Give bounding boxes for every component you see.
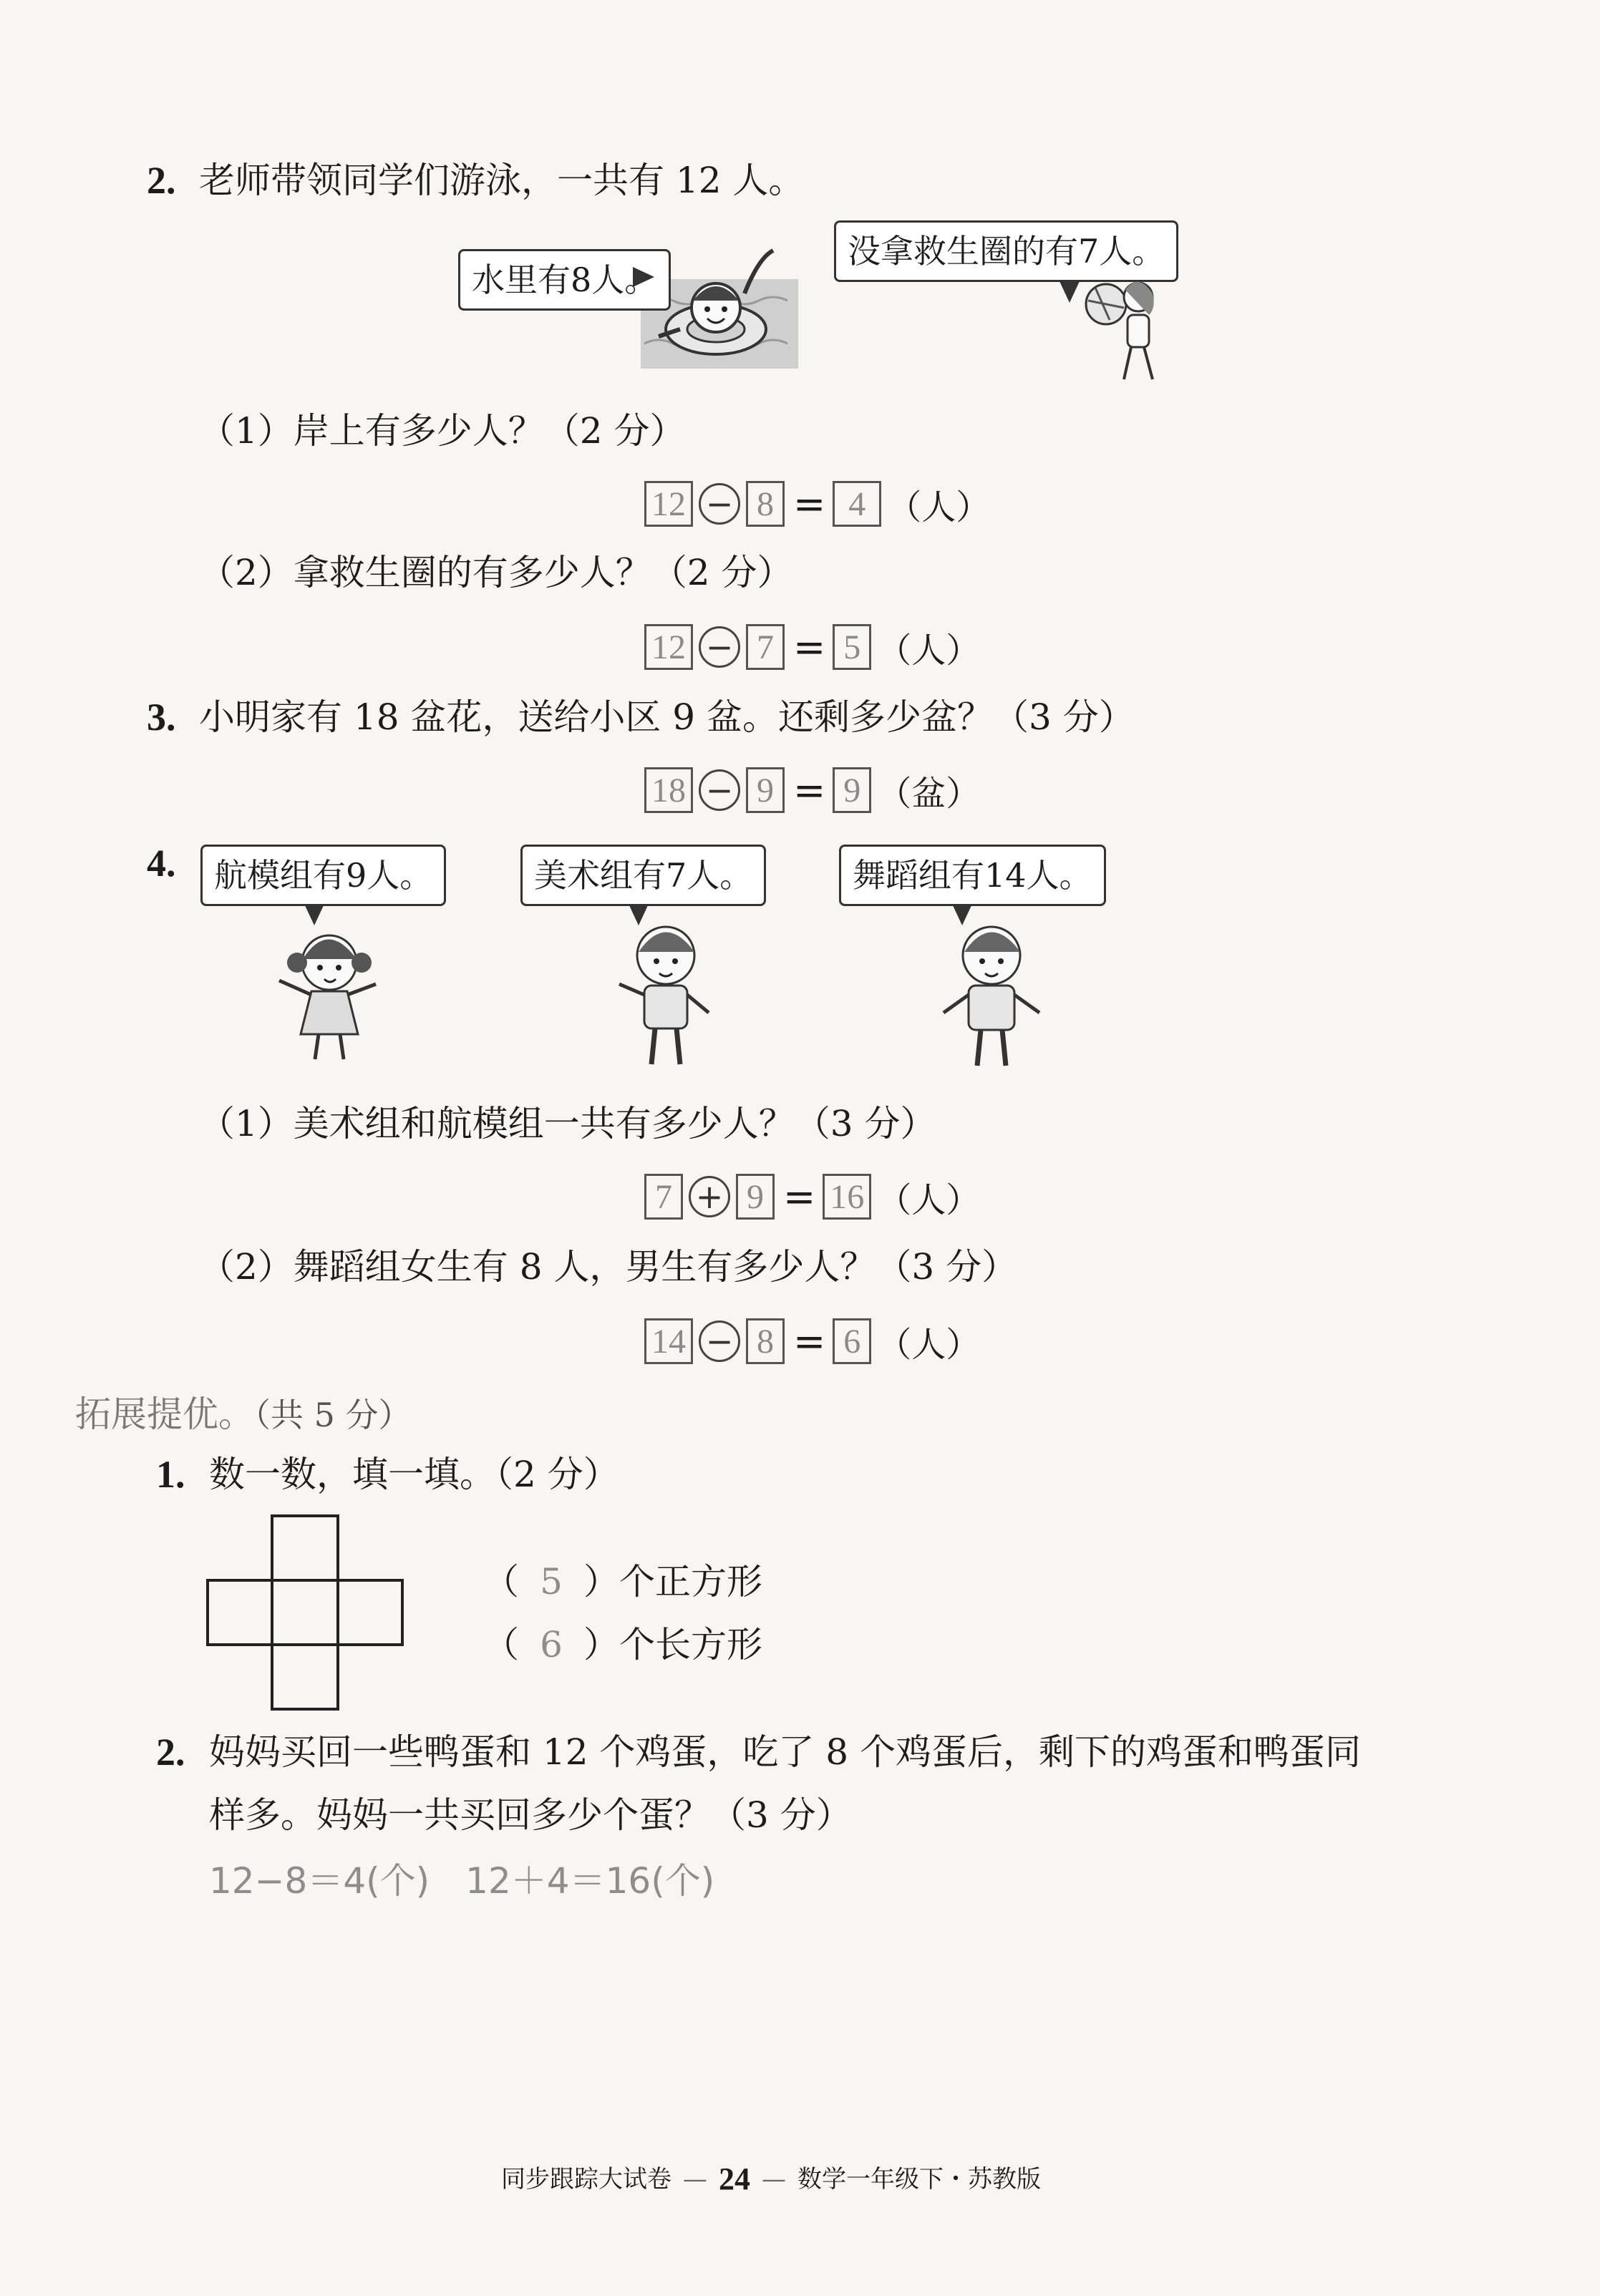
- equals-sign: =: [783, 1174, 816, 1220]
- answer-box: 7: [746, 624, 785, 670]
- answer-box: 16: [823, 1174, 871, 1220]
- sub-question-text: （1）美术组和航模组一共有多少人？（3 分）: [199, 1103, 936, 1144]
- cross-shape-figure: [206, 1514, 407, 1712]
- footer-dash: —: [762, 2165, 786, 2194]
- page-footer: [501, 2161, 1041, 2197]
- answer-box: 9: [746, 767, 785, 813]
- speech-bubble-dance-group: 舞蹈组有14人。: [839, 845, 1106, 906]
- operator-circle: +: [689, 1176, 730, 1217]
- boy-illustration: [612, 920, 719, 1070]
- speech-bubble-water: 水里有8人。: [458, 249, 671, 311]
- equals-sign: =: [793, 1318, 826, 1364]
- answer-box: 18: [644, 767, 693, 813]
- equation-row: [644, 1318, 980, 1364]
- unit-label: （人）: [877, 1179, 981, 1220]
- operator-circle: −: [699, 1320, 740, 1362]
- answer-box: 14: [644, 1318, 693, 1364]
- equals-sign: =: [793, 481, 826, 527]
- question-number: 4.: [147, 842, 176, 885]
- question-text-line: 妈妈买回一些鸭蛋和 12 个鸡蛋，吃了 8 个鸡蛋后，剩下的鸡蛋和鸭蛋同: [209, 1731, 1362, 1773]
- speech-bubble-no-ring: 没拿救生圈的有7人。: [834, 220, 1178, 282]
- equals-sign: =: [793, 624, 826, 670]
- fill-answer: 6: [540, 1624, 563, 1665]
- equation-row: [644, 481, 990, 527]
- fill-answer: 5: [540, 1561, 563, 1602]
- speech-bubble-model-group: 航模组有9人。: [200, 845, 446, 906]
- sub-question-text: （1）岸上有多少人？（2 分）: [199, 410, 686, 452]
- bubble-tail: [304, 904, 324, 925]
- question-number: 2.: [156, 1731, 185, 1774]
- answer-box: 8: [746, 481, 785, 527]
- boy-illustration: [934, 920, 1049, 1070]
- equals-sign: =: [793, 767, 826, 813]
- bracket: （: [483, 1624, 519, 1665]
- operator-circle: −: [699, 626, 740, 668]
- unit-label: （人）: [887, 487, 991, 527]
- operator-circle: −: [699, 483, 740, 525]
- question-text: 数一数，填一填。（2 分）: [209, 1454, 619, 1495]
- girl-with-ball-illustration: [1074, 272, 1167, 386]
- question-number: 3.: [147, 696, 176, 739]
- worked-answer: 12−8＝4(个) 12＋4＝16(个): [209, 1860, 715, 1902]
- unit-label: （人）: [877, 630, 981, 671]
- question-number: 2.: [147, 159, 176, 202]
- girl-illustration: [268, 923, 390, 1066]
- bubble-tail: [633, 267, 654, 287]
- question-text: 小明家有 18 盆花，送给小区 9 盆。还剩多少盆？（3 分）: [199, 696, 1135, 738]
- equation-row: [644, 767, 980, 813]
- footer-series: 同步跟踪大试卷: [501, 2165, 671, 2194]
- unit-label: （盆）: [877, 773, 981, 814]
- footer-subject: 数学一年级下・苏教版: [797, 2165, 1041, 2194]
- sub-question-text: （2）拿救生圈的有多少人？（2 分）: [199, 552, 793, 593]
- section-title: 拓展提优。: [75, 1393, 254, 1435]
- speech-bubble-art-group: 美术组有7人。: [520, 845, 766, 906]
- fill-in-row: [483, 1623, 762, 1666]
- answer-box: 9: [736, 1174, 775, 1220]
- answer-box: 7: [644, 1174, 683, 1220]
- answer-box: 12: [644, 624, 693, 670]
- question-number: 1.: [156, 1453, 185, 1496]
- question-text-line: 样多。妈妈一共买回多少个蛋？（3 分）: [209, 1794, 852, 1836]
- answer-box: 8: [746, 1318, 785, 1364]
- section-points: （共 5 分）: [254, 1396, 412, 1434]
- answer-box: 12: [644, 481, 693, 527]
- answer-box: 9: [833, 767, 871, 813]
- equation-row: [644, 1174, 980, 1220]
- fill-in-row: [483, 1560, 762, 1603]
- answer-box: 5: [833, 624, 871, 670]
- fill-label: ）个长方形: [583, 1624, 762, 1665]
- page-number: 24: [719, 2161, 750, 2197]
- section-heading: [75, 1393, 412, 1436]
- sub-question-text: （2）舞蹈组女生有 8 人，男生有多少人？（3 分）: [199, 1246, 1018, 1288]
- equation-row: [644, 624, 980, 670]
- answer-box: 6: [833, 1318, 871, 1364]
- unit-label: （人）: [877, 1324, 981, 1365]
- question-text: 老师带领同学们游泳，一共有 12 人。: [199, 160, 805, 201]
- operator-circle: −: [699, 769, 740, 811]
- answer-box: 4: [833, 481, 881, 527]
- bracket: （: [483, 1561, 519, 1602]
- fill-label: ）个正方形: [583, 1561, 762, 1602]
- footer-dash: —: [683, 2165, 707, 2194]
